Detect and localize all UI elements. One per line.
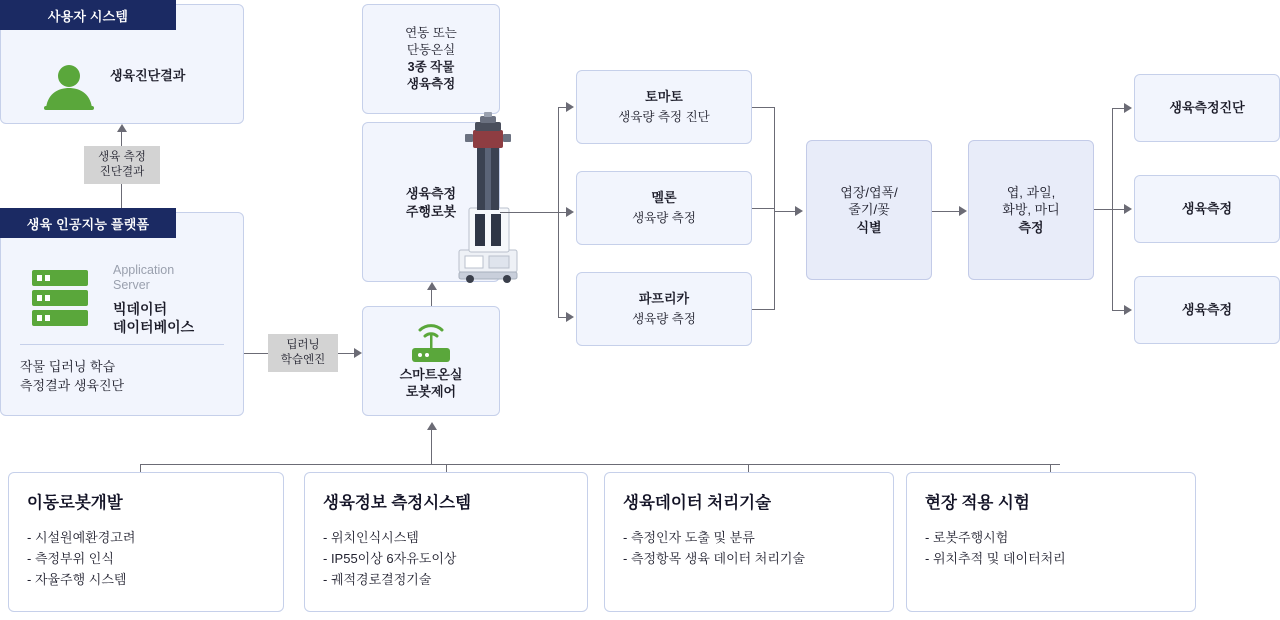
identify-line3: 식별 <box>856 219 882 235</box>
card-title-3: 생육데이터 처리기술 <box>623 494 772 512</box>
connector-control-to-robot <box>431 290 432 306</box>
user-system-label: 생육진단결과 <box>110 68 186 83</box>
result-label-2: 생육측정 <box>1181 201 1233 217</box>
connector-tomato-out <box>752 107 774 108</box>
greenhouse-line2: 단동온실 <box>406 43 456 58</box>
arrowhead-diagnosis-up <box>117 124 127 132</box>
app-server-label-line2: Server <box>113 278 150 292</box>
server-rack-icon <box>30 268 90 328</box>
card-item: - 자율주행 시스템 <box>27 572 127 588</box>
connector-robot-out <box>500 212 558 213</box>
robot-control-line2: 로봇제어 <box>405 384 457 400</box>
card-item: - 시설원예환경고려 <box>27 530 136 545</box>
bottom-card-field-test <box>906 472 1196 612</box>
card-item: - IP55이상 6자유도이상 <box>323 551 457 567</box>
arrowhead-result-1 <box>1124 103 1132 113</box>
card-item: - 위치인식시스템 <box>323 530 419 545</box>
bottom-card-measure-system <box>304 472 588 612</box>
card-item: - 위치추적 및 데이터처리 <box>925 551 1066 567</box>
identify-line1: 엽장/엽폭/ <box>840 184 898 200</box>
connector-dl-to-robot-control <box>338 353 354 354</box>
ai-panel-note-line1: 작물 딥러닝 학습 <box>20 359 116 374</box>
measure-line1: 엽, 과일, <box>1006 184 1056 200</box>
deep-learning-chip-line1: 딥러닝 <box>286 339 320 352</box>
diagnosis-result-chip <box>84 146 160 184</box>
result-box-2 <box>1134 175 1280 243</box>
result-box-1 <box>1134 74 1280 142</box>
crop-title-melon: 멜론 <box>651 189 677 205</box>
card-item: - 로봇주행시험 <box>925 530 1009 545</box>
connector-melon-out <box>752 208 774 209</box>
arrowhead-crop-2 <box>566 207 574 217</box>
user-system-header: 사용자 시스템 <box>0 0 176 30</box>
robot-control-line1: 스마트온실 <box>399 366 463 382</box>
result-label-3: 생육측정 <box>1181 302 1233 318</box>
connector-merge-to-identify <box>774 211 796 212</box>
connector-identify-to-measure <box>932 211 960 212</box>
connector-merge-bus <box>774 107 775 310</box>
crop-title-paprika: 파프리카 <box>638 290 690 306</box>
result-label-1: 생육측정진단 <box>1169 100 1245 116</box>
crop-sub-paprika: 생육량 측정 <box>632 312 696 327</box>
card-item: - 측정항목 생육 데이터 처리기술 <box>623 551 806 567</box>
card-title-4: 현장 적용 시험 <box>925 494 1030 512</box>
bottom-card-mobile-robot <box>8 472 284 612</box>
crop-title-tomato: 토마토 <box>645 88 683 104</box>
card-title-1: 이동로봇개발 <box>27 494 123 512</box>
card-item: - 측정인자 도출 및 분류 <box>623 530 755 545</box>
app-server-label-line1: Application <box>113 263 175 277</box>
diagnosis-chip-line1: 생육 측정 <box>98 151 146 164</box>
card-list-1 <box>27 527 265 590</box>
arrowhead-result-2 <box>1124 204 1132 214</box>
arrowhead-cards-to-control <box>427 422 437 430</box>
measurement-robot-photo <box>455 112 525 284</box>
ai-panel-note-line2: 측정결과 생육진단 <box>20 378 125 393</box>
identify-line2: 줄기/꽃 <box>848 202 890 218</box>
greenhouse-line1: 연동 또는 <box>405 26 457 41</box>
crop-box-melon <box>576 171 752 245</box>
ai-panel-divider <box>20 344 224 345</box>
connector-measure-out <box>1094 209 1112 210</box>
crop-sub-tomato: 생육량 측정 진단 <box>618 110 710 125</box>
card-title-2: 생육정보 측정시스템 <box>323 494 472 512</box>
crop-box-paprika <box>576 272 752 346</box>
card-item: - 궤적경로결정기술 <box>323 572 432 588</box>
measure-line3: 측정 <box>1018 219 1044 235</box>
bigdata-label-line2: 데이터베이스 <box>113 319 195 335</box>
connector-card-bus <box>140 464 1060 465</box>
card-list-4 <box>925 527 1177 569</box>
connector-paprika-out <box>752 309 774 310</box>
diagnosis-chip-line2: 진단결과 <box>99 166 145 178</box>
greenhouse-box <box>362 4 500 114</box>
arrowhead-robot-control <box>354 348 362 358</box>
deep-learning-chip <box>268 334 338 372</box>
arrowhead-measure <box>959 206 967 216</box>
crop-sub-melon: 생육량 측정 <box>632 211 696 226</box>
identify-box <box>806 140 932 280</box>
greenhouse-line3: 3종 작물 <box>407 60 455 74</box>
greenhouse-line4: 생육측정 <box>406 76 456 91</box>
wifi-router-icon <box>408 318 454 366</box>
bottom-card-data-processing <box>604 472 894 612</box>
robot-box-line2: 주행로봇 <box>405 203 457 219</box>
connector-cards-to-control <box>431 430 432 464</box>
bigdata-label-line1: 빅데이터 <box>113 301 168 317</box>
connector-platform-to-dl <box>244 353 268 354</box>
arrowhead-control-to-robot <box>427 282 437 290</box>
card-item: - 측정부위 인식 <box>27 551 114 567</box>
deep-learning-chip-line2: 학습엔진 <box>280 354 326 366</box>
ai-platform-header: 생육 인공지능 플랫폼 <box>0 208 176 238</box>
measure-line2: 화방, 마디 <box>1002 202 1060 218</box>
robot-box-line1: 생육측정 <box>405 186 457 201</box>
card-list-2 <box>323 527 569 590</box>
card-list-3 <box>623 527 875 569</box>
crop-box-tomato <box>576 70 752 144</box>
result-box-3 <box>1134 276 1280 344</box>
measure-box <box>968 140 1094 280</box>
arrowhead-identify <box>795 206 803 216</box>
arrowhead-result-3 <box>1124 305 1132 315</box>
arrowhead-crop-3 <box>566 312 574 322</box>
arrowhead-crop-1 <box>566 102 574 112</box>
person-icon <box>42 62 96 110</box>
